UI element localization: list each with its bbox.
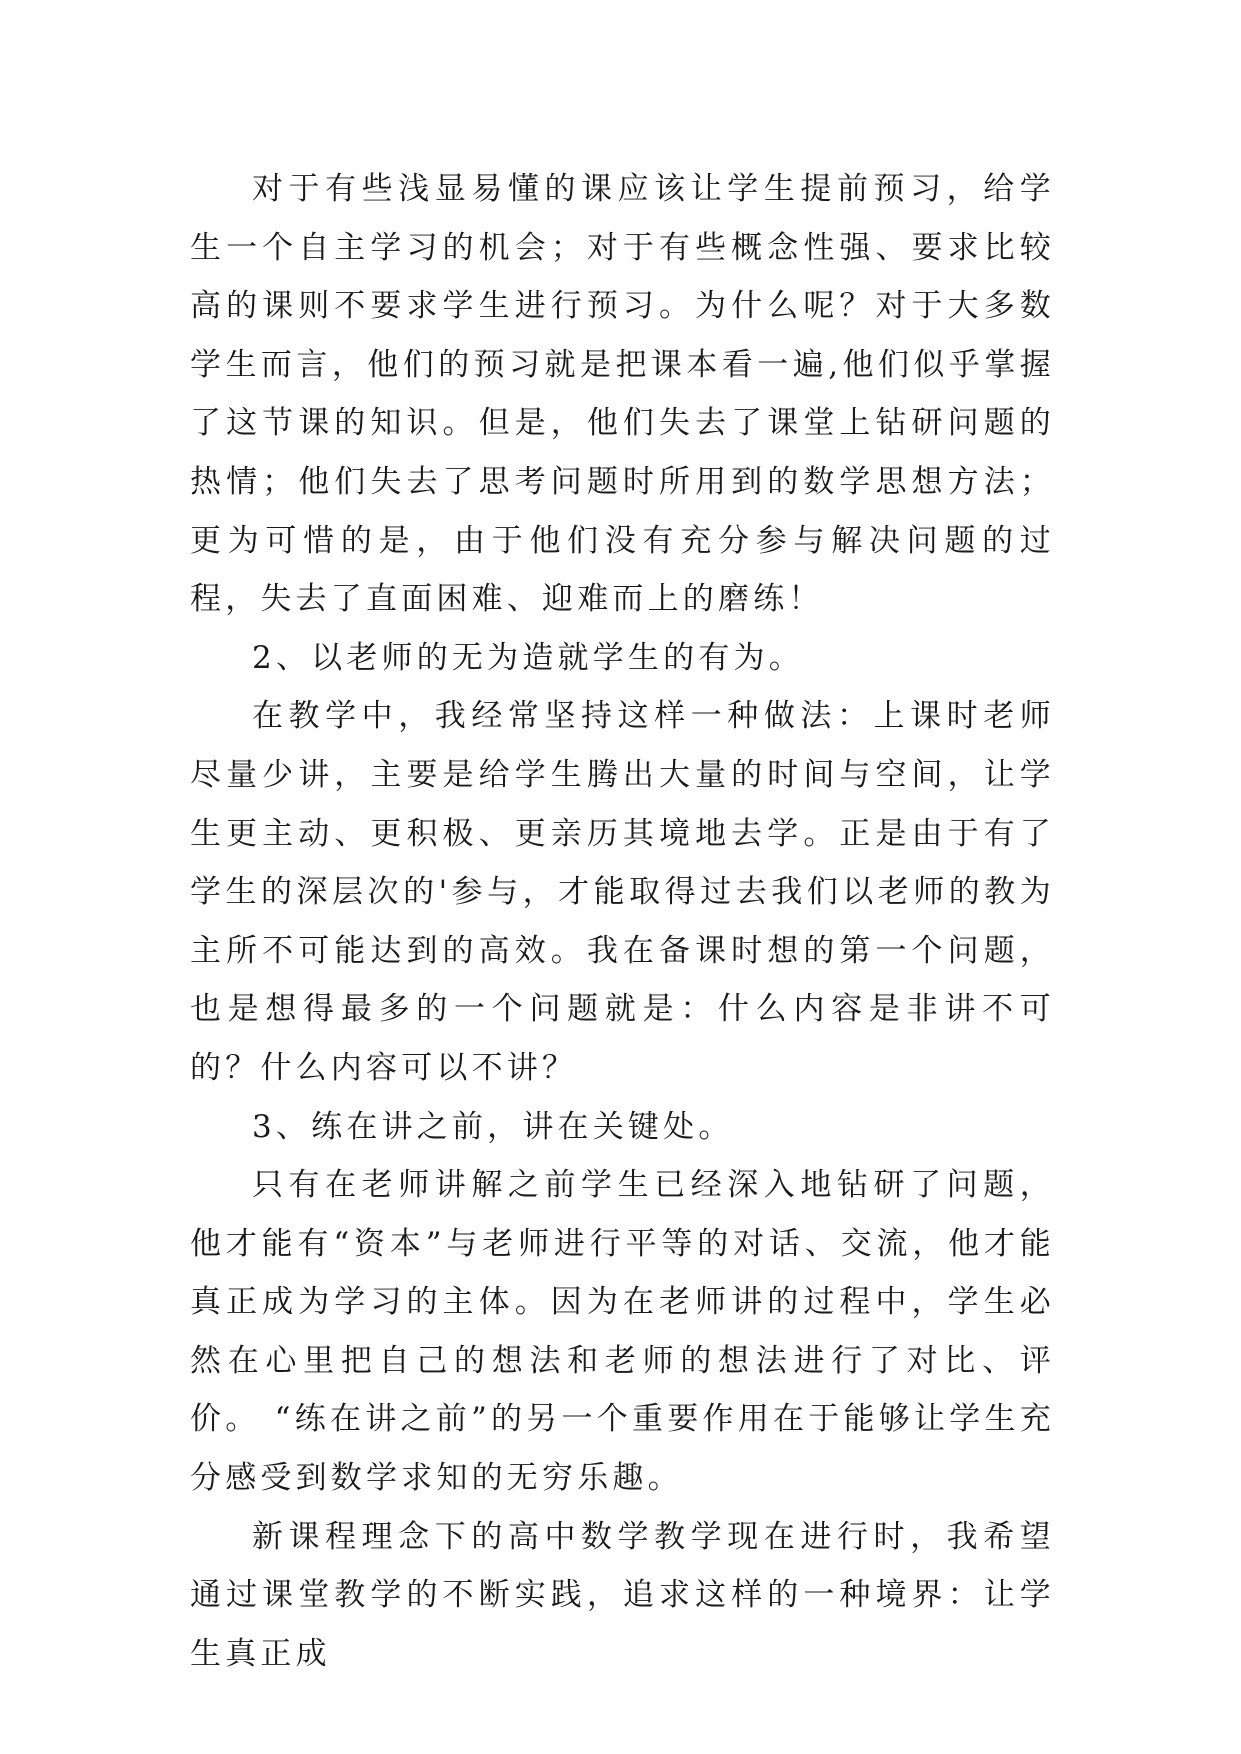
heading-point-3: 3、练在讲之前，讲在关键处。: [252, 1108, 734, 1145]
paragraph-new-curriculum: 新课程理念下的高中数学教学现在进行时，我希望通过课堂教学的不断实践，追求这样的一种境界：让学生真正成: [190, 1518, 1055, 1672]
document-body: [190, 160, 1055, 1683]
paragraph-practice-first: 只有在老师讲解之前学生已经深入地钻研了问题，他才能有“资本”与老师进行平等的对话、交流，他才能真正成为学习的主体。因为在老师讲的过程中，学生必然在心里把自己的想法和老师的想法进行了对比、评价。 “练在讲之前”的另一个重要作用在于能够让学生充分感受到数学求知的无穷乐趣。: [190, 1167, 1055, 1497]
heading-point-2: 2、以老师的无为造就学生的有为。: [252, 639, 804, 676]
paragraph-preview-study: 对于有些浅显易懂的课应该让学生提前预习，给学生一个自主学习的机会；对于有些概念性强、要求比较高的课则不要求学生进行预习。为什么呢？对于大多数学生而言，他们的预习就是把课本看一遍,他们似乎掌握了这节课的知识。但是，他们失去了课堂上钻研问题的热情；他们失去了思考问题时所用到的数学思想方法；更为可惜的是，由于他们没有充分参与解决问题的过程，失去了直面困难、迎难而上的磨练！: [190, 171, 1055, 618]
paragraph-teaching-practice: 在教学中，我经常坚持这样一种做法：上课时老师尽量少讲，主要是给学生腾出大量的时间与空间，让学生更主动、更积极、更亲历其境地去学。正是由于有了学生的深层次的'参与，才能取得过去我们以老师的教为主所不可能达到的高效。我在备课时想的第一个问题，也是想得最多的一个问题就是：什么内容是非讲不可的？什么内容可以不讲？: [190, 698, 1055, 1086]
